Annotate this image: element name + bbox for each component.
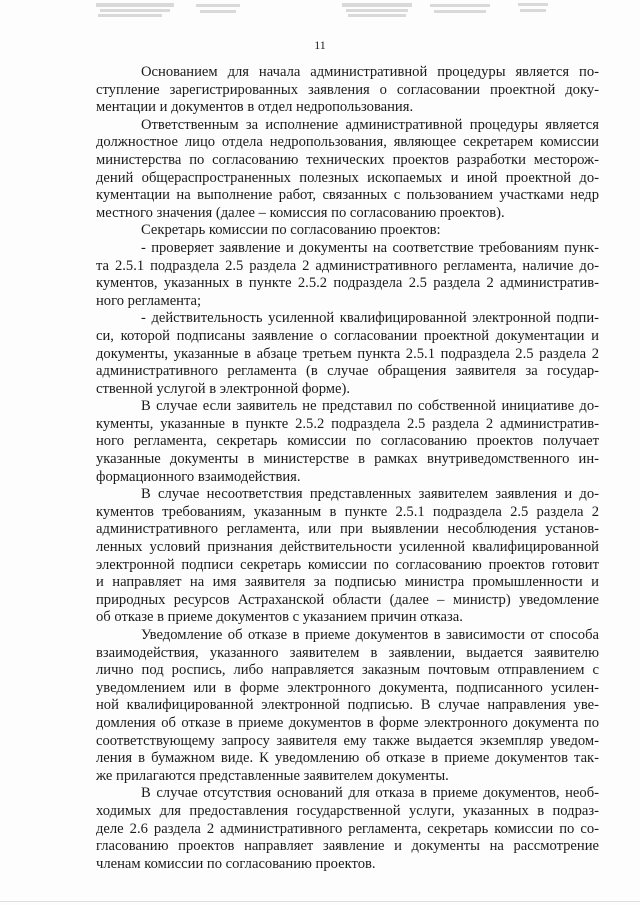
- text-line: ного регламента;: [96, 292, 202, 309]
- paragraph: [96, 627, 599, 785]
- text-line: формационного взаимодействия.: [96, 468, 301, 485]
- paragraph: [96, 398, 599, 486]
- text-line: же прилагаются представленные заявителем документы.: [96, 767, 449, 784]
- text-line: местного значения (далее – комиссия по согласованию проектов).: [96, 204, 505, 221]
- text-line: си, которой подписаны заявление о согласовании проектной документации и: [96, 327, 599, 344]
- text-line: взаимодействия, указанного заявителем в заявлении, выдается заявителю: [96, 644, 599, 661]
- text-line: ного регламента, секретарь комиссии по согласованию проектов получает: [96, 433, 599, 450]
- text-line: административного регламента (в случае обращения заявителя за государ-: [96, 363, 599, 380]
- text-line: кументации на выполнение работ, связанных с пользованием участками недр: [96, 187, 599, 204]
- paragraph: [96, 240, 599, 310]
- paragraph: [96, 222, 599, 240]
- text-line: соответствующему запросу заявителя ему также выдается экземпляр уведом-: [96, 732, 599, 749]
- scan-artifact-footer: [0, 898, 640, 905]
- text-line: - действительность усиленной квалифицированной электронной подпи-: [141, 310, 599, 327]
- text-line: Основанием для начала административной процедуры является по-: [141, 64, 599, 80]
- paragraph: [96, 64, 599, 117]
- paragraph: [96, 486, 599, 627]
- text-line: та 2.5.1 подраздела 2.5 раздела 2 административного регламента, наличие до-: [96, 257, 599, 274]
- document-body: [96, 64, 599, 873]
- text-line: кументов требованиям, указанным в пункте 2.5.1 подраздела 2.5 раздела 2: [96, 503, 599, 520]
- text-line: министерства по согласованию технических проектов разработки месторож-: [96, 151, 599, 168]
- text-line: уведомлением или в форме электронного документа, подписанного усилен-: [96, 679, 599, 696]
- text-line: природных ресурсов Астраханской области (далее – министр) уведомление: [96, 591, 599, 608]
- text-line: - проверяет заявление и документы на соответствие требованиям пунк-: [141, 239, 599, 256]
- text-line: ступление зарегистрированных заявления о согласовании проектной доку-: [96, 81, 599, 98]
- text-line: указанные документы в министерстве в рамках внутриведомственного ин-: [96, 451, 599, 468]
- paragraph: [96, 310, 599, 398]
- text-line: ленных условий признания действительности усиленной квалифицированной: [96, 539, 599, 556]
- text-line: Секретарь комиссии по согласованию проектов:: [141, 222, 441, 239]
- text-line: административного регламента, или при выявлении несоблюдения установ-: [96, 521, 599, 538]
- text-line: кументов, указанных в пункте 2.5.2 подраздела 2.5 раздела 2 административ-: [96, 275, 599, 292]
- text-line: В случае отсутствия оснований для отказа в приеме документов, необ-: [141, 785, 599, 802]
- text-line: и направляет на имя заявителя за подписью министра промышленности и: [96, 574, 599, 591]
- paragraph: [96, 785, 599, 873]
- text-line: ментации и документов в отдел недропользования.: [96, 99, 414, 116]
- text-line: Уведомление об отказе в приеме документов в зависимости от способа: [141, 627, 599, 643]
- text-line: Ответственным за исполнение административной процедуры является: [141, 116, 599, 133]
- text-line: ления в бумажном виде. К уведомлению об отказе в приеме документов так-: [96, 750, 599, 767]
- text-line: ственной услугой в электронной форме).: [96, 380, 351, 397]
- text-line: дений общераспространенных полезных ископаемых и иной проектной до-: [96, 169, 599, 186]
- text-line: ходимых для предоставления государственной услуги, указанных в подраз-: [96, 802, 599, 819]
- text-line: деле 2.6 раздела 2 административного регламента, секретарь комиссии по со-: [96, 820, 599, 837]
- text-line: должностное лицо отдела недропользования, являющее секретарем комиссии: [96, 134, 599, 151]
- text-line: документы, указанные в абзаце третьем пункта 2.5.1 подраздела 2.5 раздела 2: [96, 345, 599, 362]
- text-line: ной квалифицированной электронной подписью. В случае направления уве-: [96, 697, 599, 714]
- page-number: 11: [314, 38, 326, 52]
- text-line: В случае несоответствия представленных заявителем заявления и до-: [141, 486, 599, 503]
- paragraph: [96, 117, 599, 223]
- text-line: домления об отказе в приеме документов в форме электронного документа по: [96, 714, 599, 731]
- text-line: лично под роспись, либо направляется заказным почтовым отправлением с: [96, 662, 599, 679]
- text-line: кументы, указанные в пункте 2.5.2 подраздела 2.5 раздела 2 административ-: [96, 415, 599, 432]
- scan-artifact-header: [0, 0, 640, 30]
- text-line: В случае если заявитель не представил по собственной инициативе до-: [141, 398, 599, 415]
- text-line: гласованию проектов направляет заявление и документы на рассмотрение: [96, 838, 599, 855]
- text-line: членам комиссии по согласованию проектов.: [96, 855, 376, 872]
- text-line: об отказе в приеме документов с указанием причин отказа.: [96, 609, 463, 626]
- text-line: электронной подписи секретарь комиссии по согласованию проектов готовит: [96, 556, 599, 573]
